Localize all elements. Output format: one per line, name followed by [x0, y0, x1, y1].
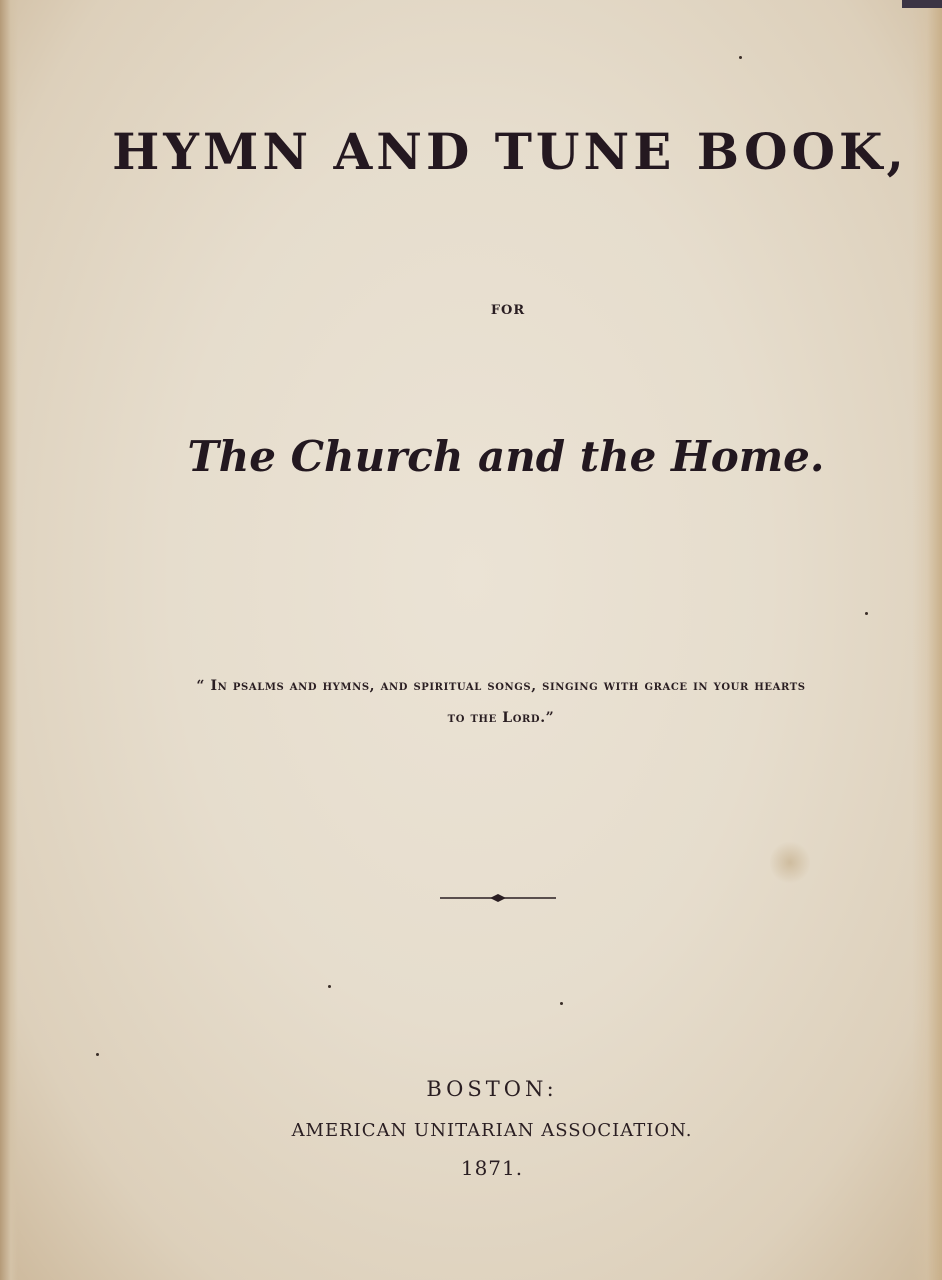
paper-speck	[560, 1002, 563, 1005]
paper-speck	[865, 612, 868, 615]
paper-speck	[328, 985, 331, 988]
paper-speck	[739, 56, 742, 59]
paper-speck	[96, 1053, 99, 1056]
book-cover-corner	[902, 0, 942, 8]
for-word: FOR	[490, 303, 526, 318]
epigraph-line-2: to the Lord.”	[447, 710, 555, 726]
book-title: HYMN AND TUNE BOOK,	[112, 122, 908, 181]
imprint-publisher: AMERICAN UNITARIAN ASSOCIATION.	[291, 1120, 693, 1141]
book-subtitle: The Church and the Home.	[187, 432, 825, 481]
epigraph-line-1: “ In psalms and hymns, and spiritual songs, singing with grace in your hearts	[196, 678, 806, 694]
rule-ornament-icon	[440, 890, 556, 906]
foxing-stain	[770, 840, 810, 885]
epigraph	[105, 670, 897, 734]
imprint-city: BOSTON:	[426, 1077, 558, 1101]
imprint-year: 1871.	[460, 1156, 524, 1180]
